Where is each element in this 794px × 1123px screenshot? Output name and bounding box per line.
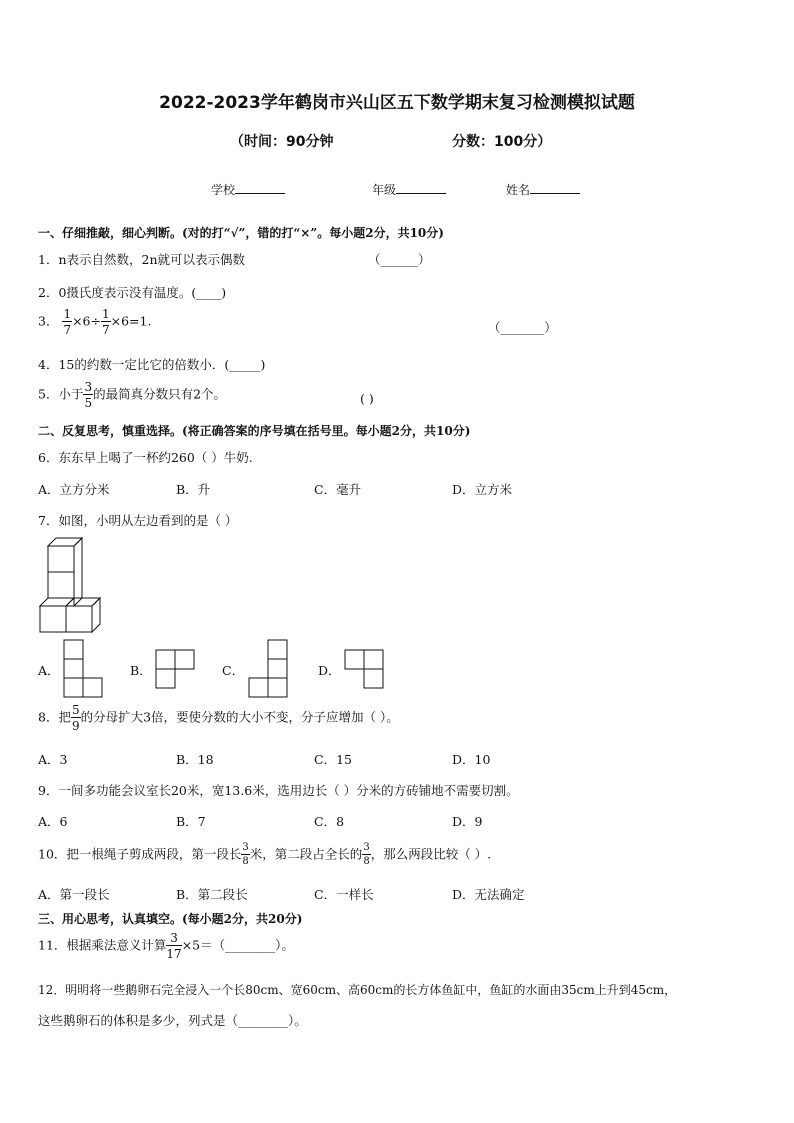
question-10 [38, 843, 491, 867]
fraction-3-8: $\frac{3}{8}$ [242, 842, 249, 867]
section-3-heading: 三、用心思考，认真填空。(每小题2分，共20分) [38, 912, 303, 926]
name-field [506, 181, 580, 198]
fraction-5-9: $\frac{5}{9}$ [71, 703, 80, 733]
question-12-line-1: 12．明明将一些鹅卵石完全浸入一个长80cm、宽60cm、高60cm的长方体鱼缸中，鱼缸的水面由35cm上升到45cm， [38, 983, 677, 997]
fraction-3-8-b: $\frac{3}{8}$ [363, 842, 370, 867]
q10-option-c: C．一样长 [314, 887, 374, 902]
question-8-post: 的分母扩大3倍，要使分数的大小不变，分子应增加（ ）。 [80, 709, 399, 725]
question-8-pre: 8．把 [38, 709, 71, 725]
question-3 [38, 308, 151, 336]
fraction-3-17: $\frac{3}{17}$ [166, 931, 182, 961]
q10-option-d: D．无法确定 [452, 887, 525, 902]
q6-option-d: D．立方米 [452, 482, 513, 497]
q7-option-b-figure [156, 650, 196, 690]
exam-time: （时间：90分钟 [230, 134, 334, 150]
fraction-1-7-b: $\frac{1}{7}$ [101, 307, 110, 337]
question-5 [38, 381, 226, 409]
grade-field [372, 181, 446, 198]
fraction-3-5: $\frac{3}{5}$ [84, 380, 93, 410]
question-11-pre: 11．根据乘法意义计算 [38, 937, 167, 953]
exam-score: 分数：100分） [452, 134, 552, 150]
q7-option-a-figure [64, 640, 104, 698]
q7-option-c-figure [249, 640, 289, 698]
page-title: 2022-2023学年鹤岗市兴山区五下数学期末复习检测模拟试题 [159, 93, 635, 113]
q9-option-c: C．8 [314, 814, 345, 829]
q10-option-b: B．第二段长 [176, 887, 248, 902]
name-label: 姓名 [506, 183, 531, 197]
answer-paren-1: （______） [368, 252, 431, 267]
question-3-number: 3． [38, 313, 59, 329]
question-9: 9．一间多功能会议室长20米，宽13.6米，选用边长（ ）分米的方砖铺地不需要切割。 [38, 783, 519, 798]
cube-stack-figure [38, 538, 110, 634]
q8-option-c: C．15 [314, 752, 352, 767]
q9-option-d: D．9 [452, 814, 483, 829]
answer-paren-5: ( ) [360, 391, 374, 406]
q6-option-c: C．毫升 [314, 482, 362, 497]
question-12-line-2: 这些鹅卵石的体积是多少，列式是（________）。 [38, 1013, 307, 1028]
answer-paren-3: （_______） [488, 320, 557, 335]
q8-option-a: A．3 [38, 752, 68, 767]
question-10-pre: 10．把一根绳子剪成两段，第一段长 [38, 846, 242, 862]
fraction-1-7: $\frac{1}{7}$ [63, 307, 72, 337]
question-1: 1．n表示自然数，2n就可以表示偶数 [38, 252, 246, 267]
question-10-post: ，那么两段比较（ ）. [370, 846, 492, 862]
q7-option-c: C． [222, 663, 245, 678]
question-11 [38, 932, 294, 960]
question-8 [38, 704, 399, 732]
q8-option-d: D．10 [452, 752, 491, 767]
question-6: 6．东东早上喝了一杯约260（ ）牛奶. [38, 450, 253, 465]
question-7: 7．如图，小明从左边看到的是（ ） [38, 513, 238, 528]
q10-option-a: A．第一段长 [38, 887, 110, 902]
question-3-tail: ×6=1. [110, 313, 152, 329]
question-4: 4．15的约数一定比它的倍数小．(_____) [38, 357, 266, 372]
q8-option-b: B．18 [176, 752, 214, 767]
q7-option-a: A． [38, 663, 60, 678]
school-field [211, 181, 285, 198]
section-2-heading: 二、反复思考，慎重选择。(将正确答案的序号填在括号里。每小题2分，共10分) [38, 424, 471, 438]
school-label: 学校 [211, 183, 236, 197]
question-10-mid: 米，第二段占全长的 [249, 846, 363, 862]
q6-option-a: A．立方分米 [38, 482, 110, 497]
q6-option-b: B．升 [176, 482, 211, 497]
grade-label: 年级 [372, 183, 397, 197]
question-2: 2．0摄氏度表示没有温度。(____) [38, 285, 227, 300]
q9-option-b: B．7 [176, 814, 206, 829]
question-5-post: 的最简真分数只有2个。 [93, 386, 227, 402]
q7-option-d-figure [345, 650, 385, 690]
question-3-op: ×6÷ [72, 313, 101, 329]
q7-option-d: D． [318, 663, 341, 678]
q9-option-a: A．6 [38, 814, 68, 829]
question-11-post: ×5＝（________）。 [181, 937, 294, 953]
q7-option-b: B． [130, 663, 152, 678]
question-5-pre: 5．小于 [38, 386, 84, 402]
section-1-heading: 一、仔细推敲，细心判断。(对的打“√”，错的打“×”。每小题2分，共10分) [38, 226, 444, 240]
